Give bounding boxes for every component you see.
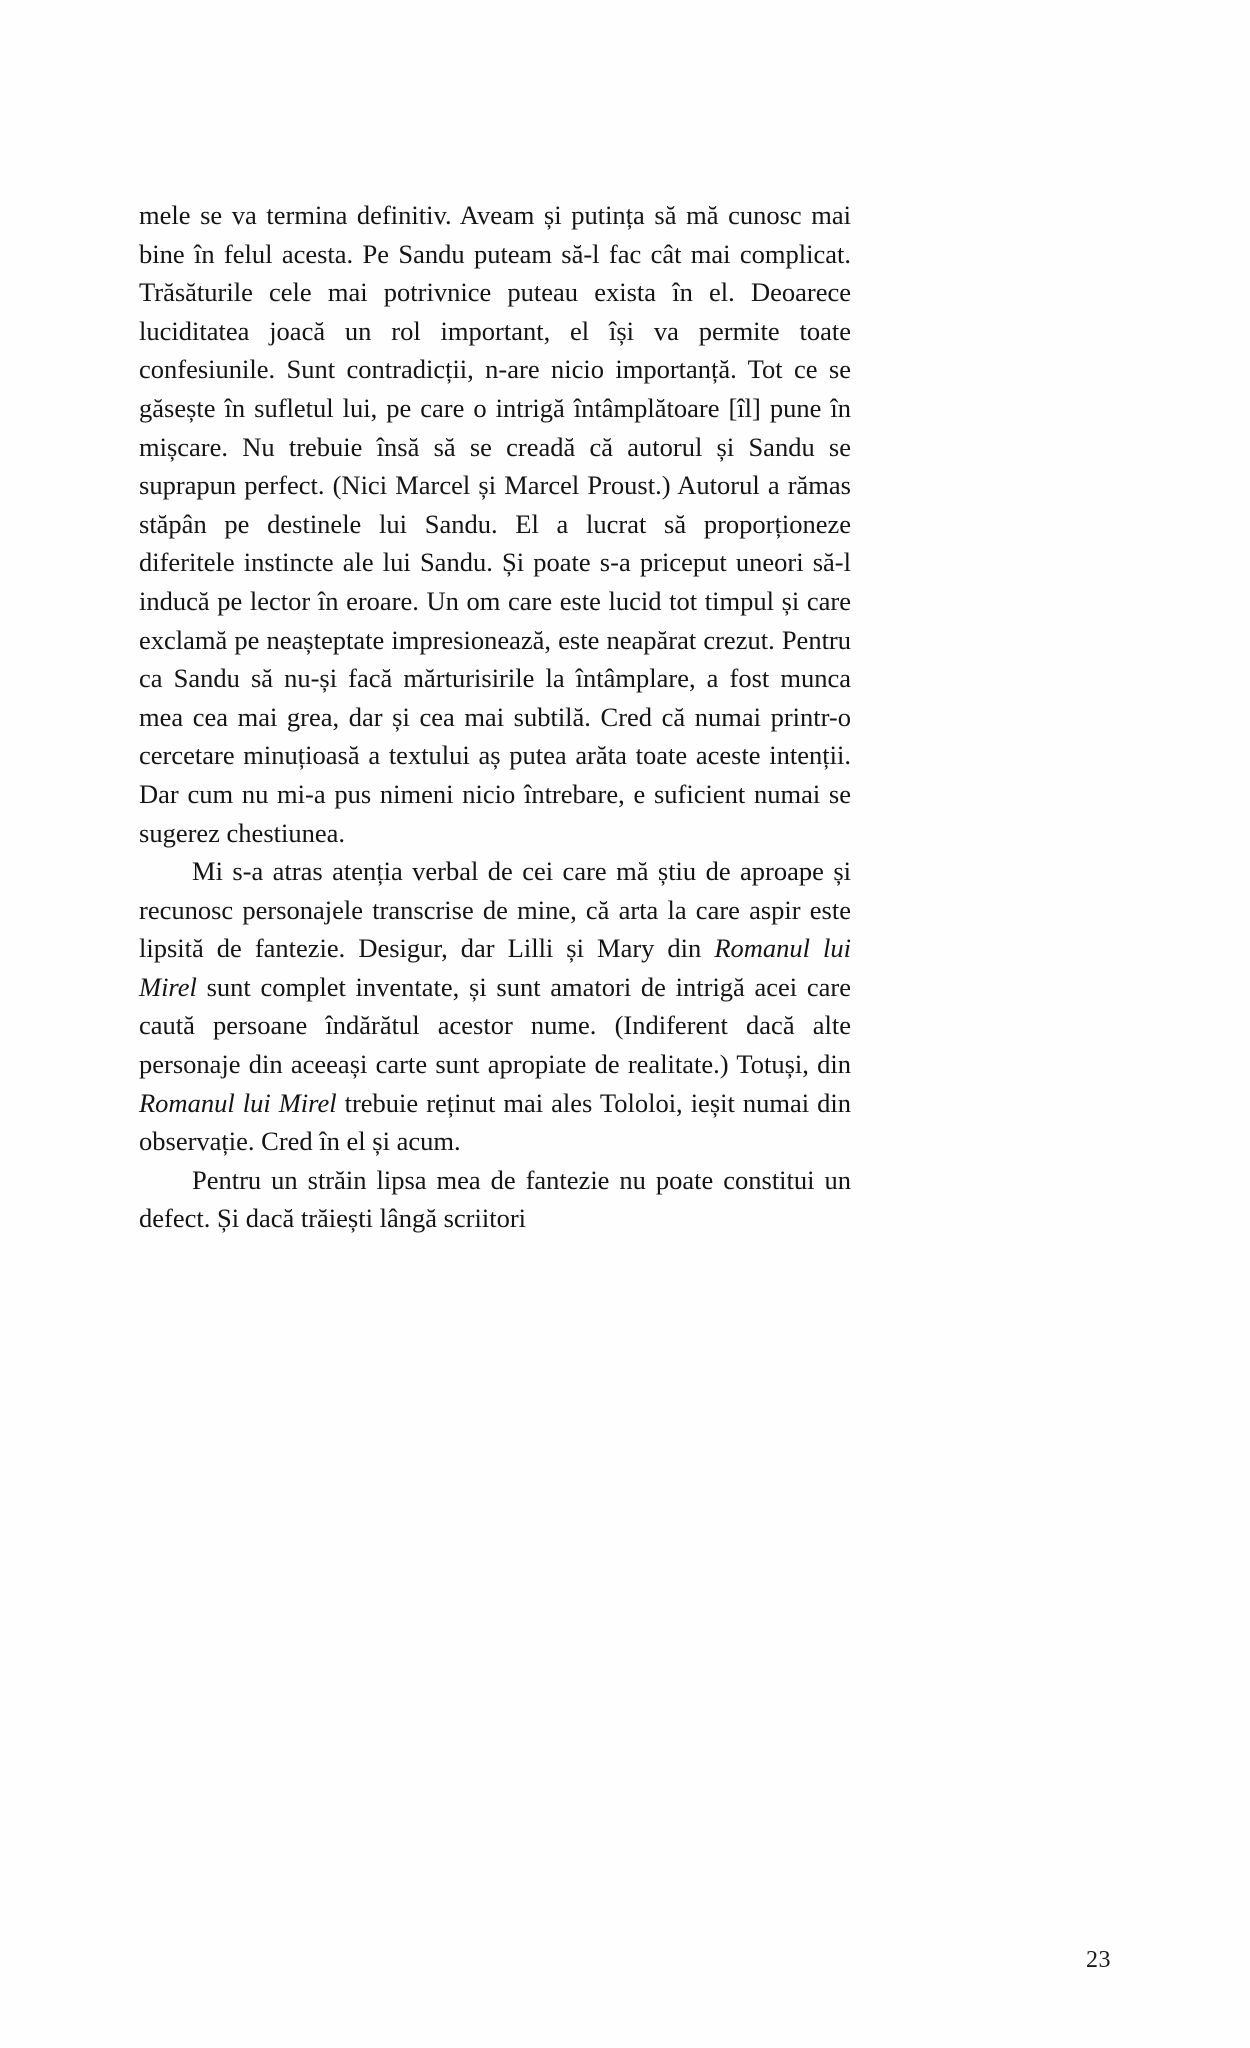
page-number: 23 xyxy=(1086,1947,1111,1973)
paragraph-2-part-a: Mi s-a atras atenția verbal de cei care mă știu de aproape și recunosc personajele transcrise de mine, că arta la care aspir este lipsită de fantezie. Desigur, dar Lilli și Mary din xyxy=(139,856,851,964)
paragraph-3: Pentru un străin lipsa mea de fantezie nu poate constitui un defect. Și dacă trăiești lângă scriitori xyxy=(139,1164,851,1234)
paragraph-2-part-c: trebuie reținut mai ales Tololoi, ieșit numai din observație. Cred în el și acum. xyxy=(139,1087,851,1157)
page-text-body xyxy=(139,196,851,1238)
paragraph-1: mele se va termina definitiv. Aveam și putința să mă cunosc mai bine în felul acesta. Pe Sandu puteam să-l fac cât mai complicat. Trăsăturile cele mai potrivnice puteau exista în el. Deoarece luciditatea joacă un rol important, el își va permite toate confesiunile. Sunt contradicții, n-are nicio importanță. Tot ce se găsește în sufletul lui, pe care o intrigă întâmplătoare [îl] pune în mișcare. Nu trebuie însă să se creadă că autorul și Sandu se suprapun perfect. (Nici Marcel și Marcel Proust.) Autorul a rămas stăpân pe destinele lui Sandu. El a lucrat să proporționeze diferitele instincte ale lui Sandu. Și poate s-a priceput uneori să-l inducă pe lector în eroare. Un om care este lucid tot timpul și care exclamă pe neașteptate impresionează, este neapărat crezut. Pentru ca Sandu să nu-și facă mărturisirile la întâmplare, a fost munca mea cea mai grea, dar și cea mai subtilă. Cred că numai printr-o cercetare minuțioasă a textului aș putea arăta toate aceste intenții. Dar cum nu mi-a pus nimeni nicio întrebare, e suficient numai se sugerez chestiunea. xyxy=(139,200,851,848)
paragraph-2-part-b: sunt complet inventate, și sunt amatori de intrigă acei care caută persoane îndărătul acestor nume. (Indiferent dacă alte personaje din aceeași carte sunt apropiate de realitate.) Totuși, din xyxy=(139,971,851,1080)
paragraph-2 xyxy=(139,852,851,1161)
book-title-italic-1: Romanul lui Mirel xyxy=(139,933,851,1002)
book-title-italic-2: Romanul lui Mirel xyxy=(139,1087,337,1118)
